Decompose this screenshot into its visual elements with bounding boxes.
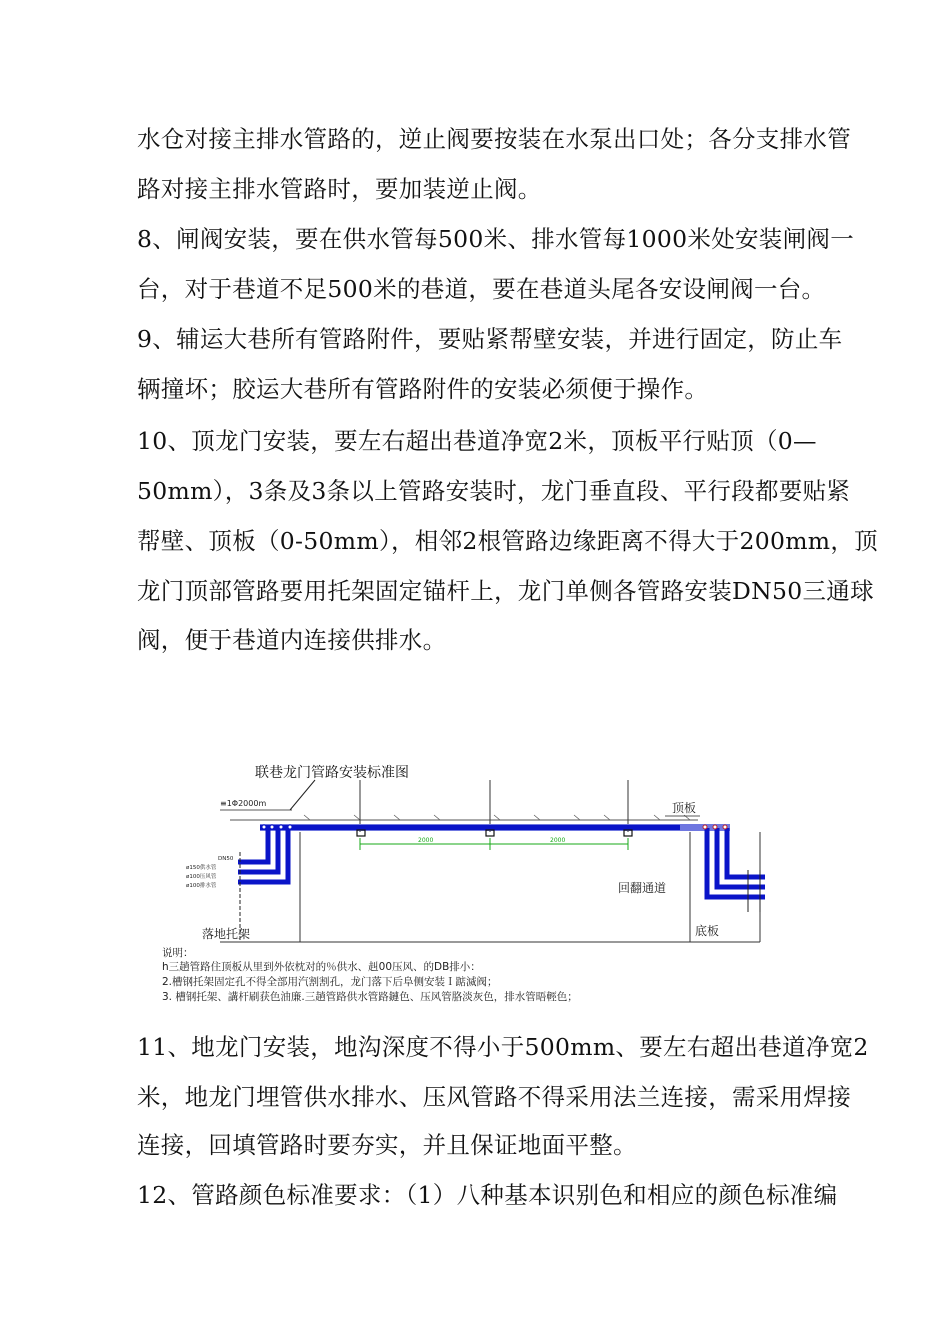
figure-note: 说明： — [162, 947, 194, 959]
paragraph-line: 50mm），3条及3条以上管路安装时，龙门垂直段、平行段都要贴紧 — [137, 477, 851, 505]
paragraph-line: 帮壁、顶板（0-50mm），相邻2根管路边缘距离不得大于200mm，顶 — [137, 527, 878, 555]
left-pipe-group — [238, 826, 288, 882]
pipe-legend: DN50 — [218, 856, 234, 862]
figure-note: h三趟管路住顶板从里到外依枕对的％供水、赳00压风、的DB排小： — [162, 961, 481, 973]
dimension-left: 2000 — [418, 837, 434, 844]
right-pipe-joints — [703, 825, 727, 829]
roof-label: 顶板 — [672, 801, 697, 815]
figure-note: 2.槽钢托架固定孔不得全部用汽割割孔，龙门落下后阜侧安装Ｉ踮滅阀； — [162, 976, 498, 988]
paragraph-line: 8、闸阀安装，要在供水管每500米、排水管每1000米处安装闸阀一 — [137, 225, 855, 253]
pipe-legend: ø150供水管 — [186, 865, 217, 871]
paragraph-line: 9、辅运大巷所有管路附件，要贴紧帮壁安装，并进行固定，防止车 — [137, 325, 843, 353]
floor-label: 底板 — [695, 924, 720, 938]
pipe-gantry-figure — [160, 762, 780, 1022]
right-pipe-group — [707, 828, 765, 897]
figure-title: 联巷龙门管路安装标准图 — [255, 765, 409, 781]
paragraph-line: 连接，回填管路时要夯实，并且保证地面平整。 — [137, 1131, 637, 1159]
pipe-gantry-diagram — [160, 762, 780, 962]
figure-note: 3. 槽钢托架、講杆刷获色油廉.三趟管路供水管路鏈色、压风管胳淡灰色，排水管晤輕色； — [162, 991, 578, 1003]
spacing-label: ≡1Φ2000m — [220, 799, 267, 808]
paragraph-line: 米，地龙门埋管供水排水、压风管路不得采用法兰连接，需采用焊接 — [137, 1083, 851, 1111]
tunnel-label: 回翻通道 — [618, 881, 667, 895]
paragraph-line: 路对接主排水管路时，要加装逆止阀。 — [137, 175, 542, 203]
paragraph-line: 台，对于巷道不足500米的巷道，要在巷道头尾各安设闸阀一台。 — [137, 275, 826, 303]
top-pipe-water — [260, 825, 680, 830]
paragraph-line: 龙门顶部管路要用托架固定锚杆上，龙门单侧各管路安装DN50三通球 — [137, 577, 874, 605]
paragraph-line: 水仓对接主排水管路的，逆止阀要按装在水泵出口处；各分支排水管 — [137, 125, 851, 153]
title-leader-line — [290, 780, 315, 810]
dimension-right: 2000 — [550, 837, 566, 844]
paragraph-line: 12、管路颜色标准要求：（1）八种基本识别色和相应的颜色标准编 — [137, 1181, 838, 1209]
roof-hatching — [304, 815, 690, 820]
paragraph-line: 10、顶龙门安装，要左右超出巷道净宽2米，顶板平行贴顶（0— — [137, 427, 817, 455]
ground-support-label: 落地托架 — [202, 927, 251, 941]
paragraph-line: 11、地龙门安装，地沟深度不得小于500mm、要左右超出巷道净宽2 — [137, 1033, 869, 1061]
paragraph-line: 辆撞坏；胶运大巷所有管路附件的安装必须便于操作。 — [137, 375, 709, 403]
paragraph-line: 阀，便于巷道内连接供排水。 — [137, 626, 447, 654]
pipe-legend: ø100压风管 — [186, 874, 217, 880]
pipe-legend: ø100排水管 — [186, 883, 217, 889]
